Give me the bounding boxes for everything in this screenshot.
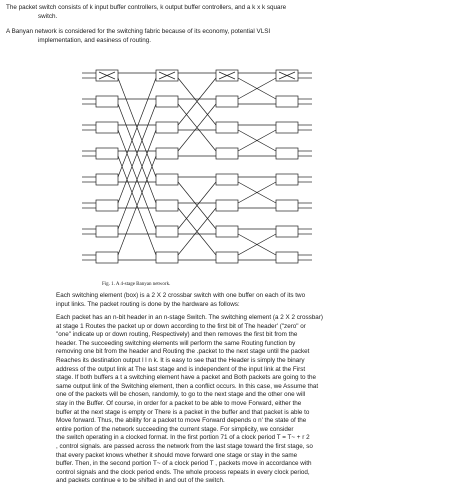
para2-line: , control signals. are passed across the network from the last stage toward the first stage, so [56,443,313,450]
switch-box [216,96,238,107]
switch-box [96,226,118,237]
switch-box [276,148,298,159]
banyan-line-2: implementation, and easiness of routing. [38,37,152,44]
switch-box [156,96,178,107]
switch-box [96,174,118,185]
switch-box [96,96,118,107]
switch-box [276,96,298,107]
para2-line: address of the output link at The last stage and is independent of the input link at the First [56,365,306,373]
para2-line: header. The succeeding switching elements will perform the same Routing function by [56,339,296,347]
para2-line: and packets continue e to be shifted in and out of the switch. [56,477,225,485]
switch-box [96,252,118,263]
para2-line: at stage 1 Routes the packet up or down according to the first bit of The header' ("zero" or [56,322,306,330]
para1-line: Each switching element (box) is a 2 X 2 crossbar switch with one buffer on each of its two [56,292,306,299]
switch-box [216,252,238,263]
switch-box [216,226,238,237]
para2-line: one of the packets will be chosen, randomly, to go to the next stage and the other one will [56,391,306,399]
para2-line: stage. If both buffers a t a switching element have a packet and Both packets are going to the [56,374,316,382]
para2-line: the switch operating in a clocked format. In the first portion 71 of a clock period T = T~ + r 2 [56,434,310,442]
para2-line: entire portion of the network succeeding the current stage. For simplicity, we consider [56,425,294,433]
intro-line-1: The packet switch consists of k input buffer controllers, k output buffer controllers, and a k x k square [6,4,287,11]
switch-box [156,226,178,237]
para2-line: removing one bit from the header and Routing the .packet to the next stage until the packet [56,348,310,356]
banyan-line-1: A Banyan network is considered for the switching fabric because of its economy, potential VLSI [6,28,271,35]
switch-box [276,200,298,211]
switch-box [276,122,298,133]
switch-box [276,252,298,263]
switch-box [276,174,298,185]
banyan-network-figure [78,66,363,281]
switch-box [216,122,238,133]
switch-box [156,122,178,133]
para2-line: Each packet has an n-bit header in an n-stage Switch. The switching element (a 2 X 2 crossbar) [56,314,323,321]
figure-caption: Fig. 1. A 4-stage Banyan network. [102,282,171,287]
switch-box [96,122,118,133]
switch-box [156,174,178,185]
para2-line: control signals and the clock period ends. The whole process repeats in every clock period, [56,468,310,476]
para2-line: same output link of the Switching element, then a conflict occurs. In this case, we Assume that [56,382,319,390]
para2-line: "one" indicate up or down routing, Respectively) and then removes the first bit from the [56,331,298,339]
switch-box [276,226,298,237]
para2-line: that every packet knows whether it should move forward one stage or stay in the same [56,451,298,459]
intro-line-2: switch. [38,13,58,20]
para1-line: input links. The packet routing is done by the hardware as follows: [56,300,240,308]
switch-box [216,200,238,211]
switch-box [156,148,178,159]
para2-line: Move forward. Thus, the ability for a packet to move Forward depends o n' the state of the [56,417,307,425]
switch-box [216,148,238,159]
para2-line: stay in the Buffer. Of course, in order for a packet to be able to move Forward, either the [56,400,302,407]
para2-line: buffer. Then, in the second portion T~ of a clock period T , packets move in accordance with [56,460,312,468]
para2-line: buffer at the next stage is empty or There is a packet in the buffer and that packet is able to [56,408,310,416]
para2-line: Reaches its destination output l l n k. It is easy to see that the Header is simply the binary [56,357,305,364]
switch-box [96,200,118,211]
switch-box [156,200,178,211]
switch-box [156,252,178,263]
switch-box [216,174,238,185]
switch-box [96,148,118,159]
